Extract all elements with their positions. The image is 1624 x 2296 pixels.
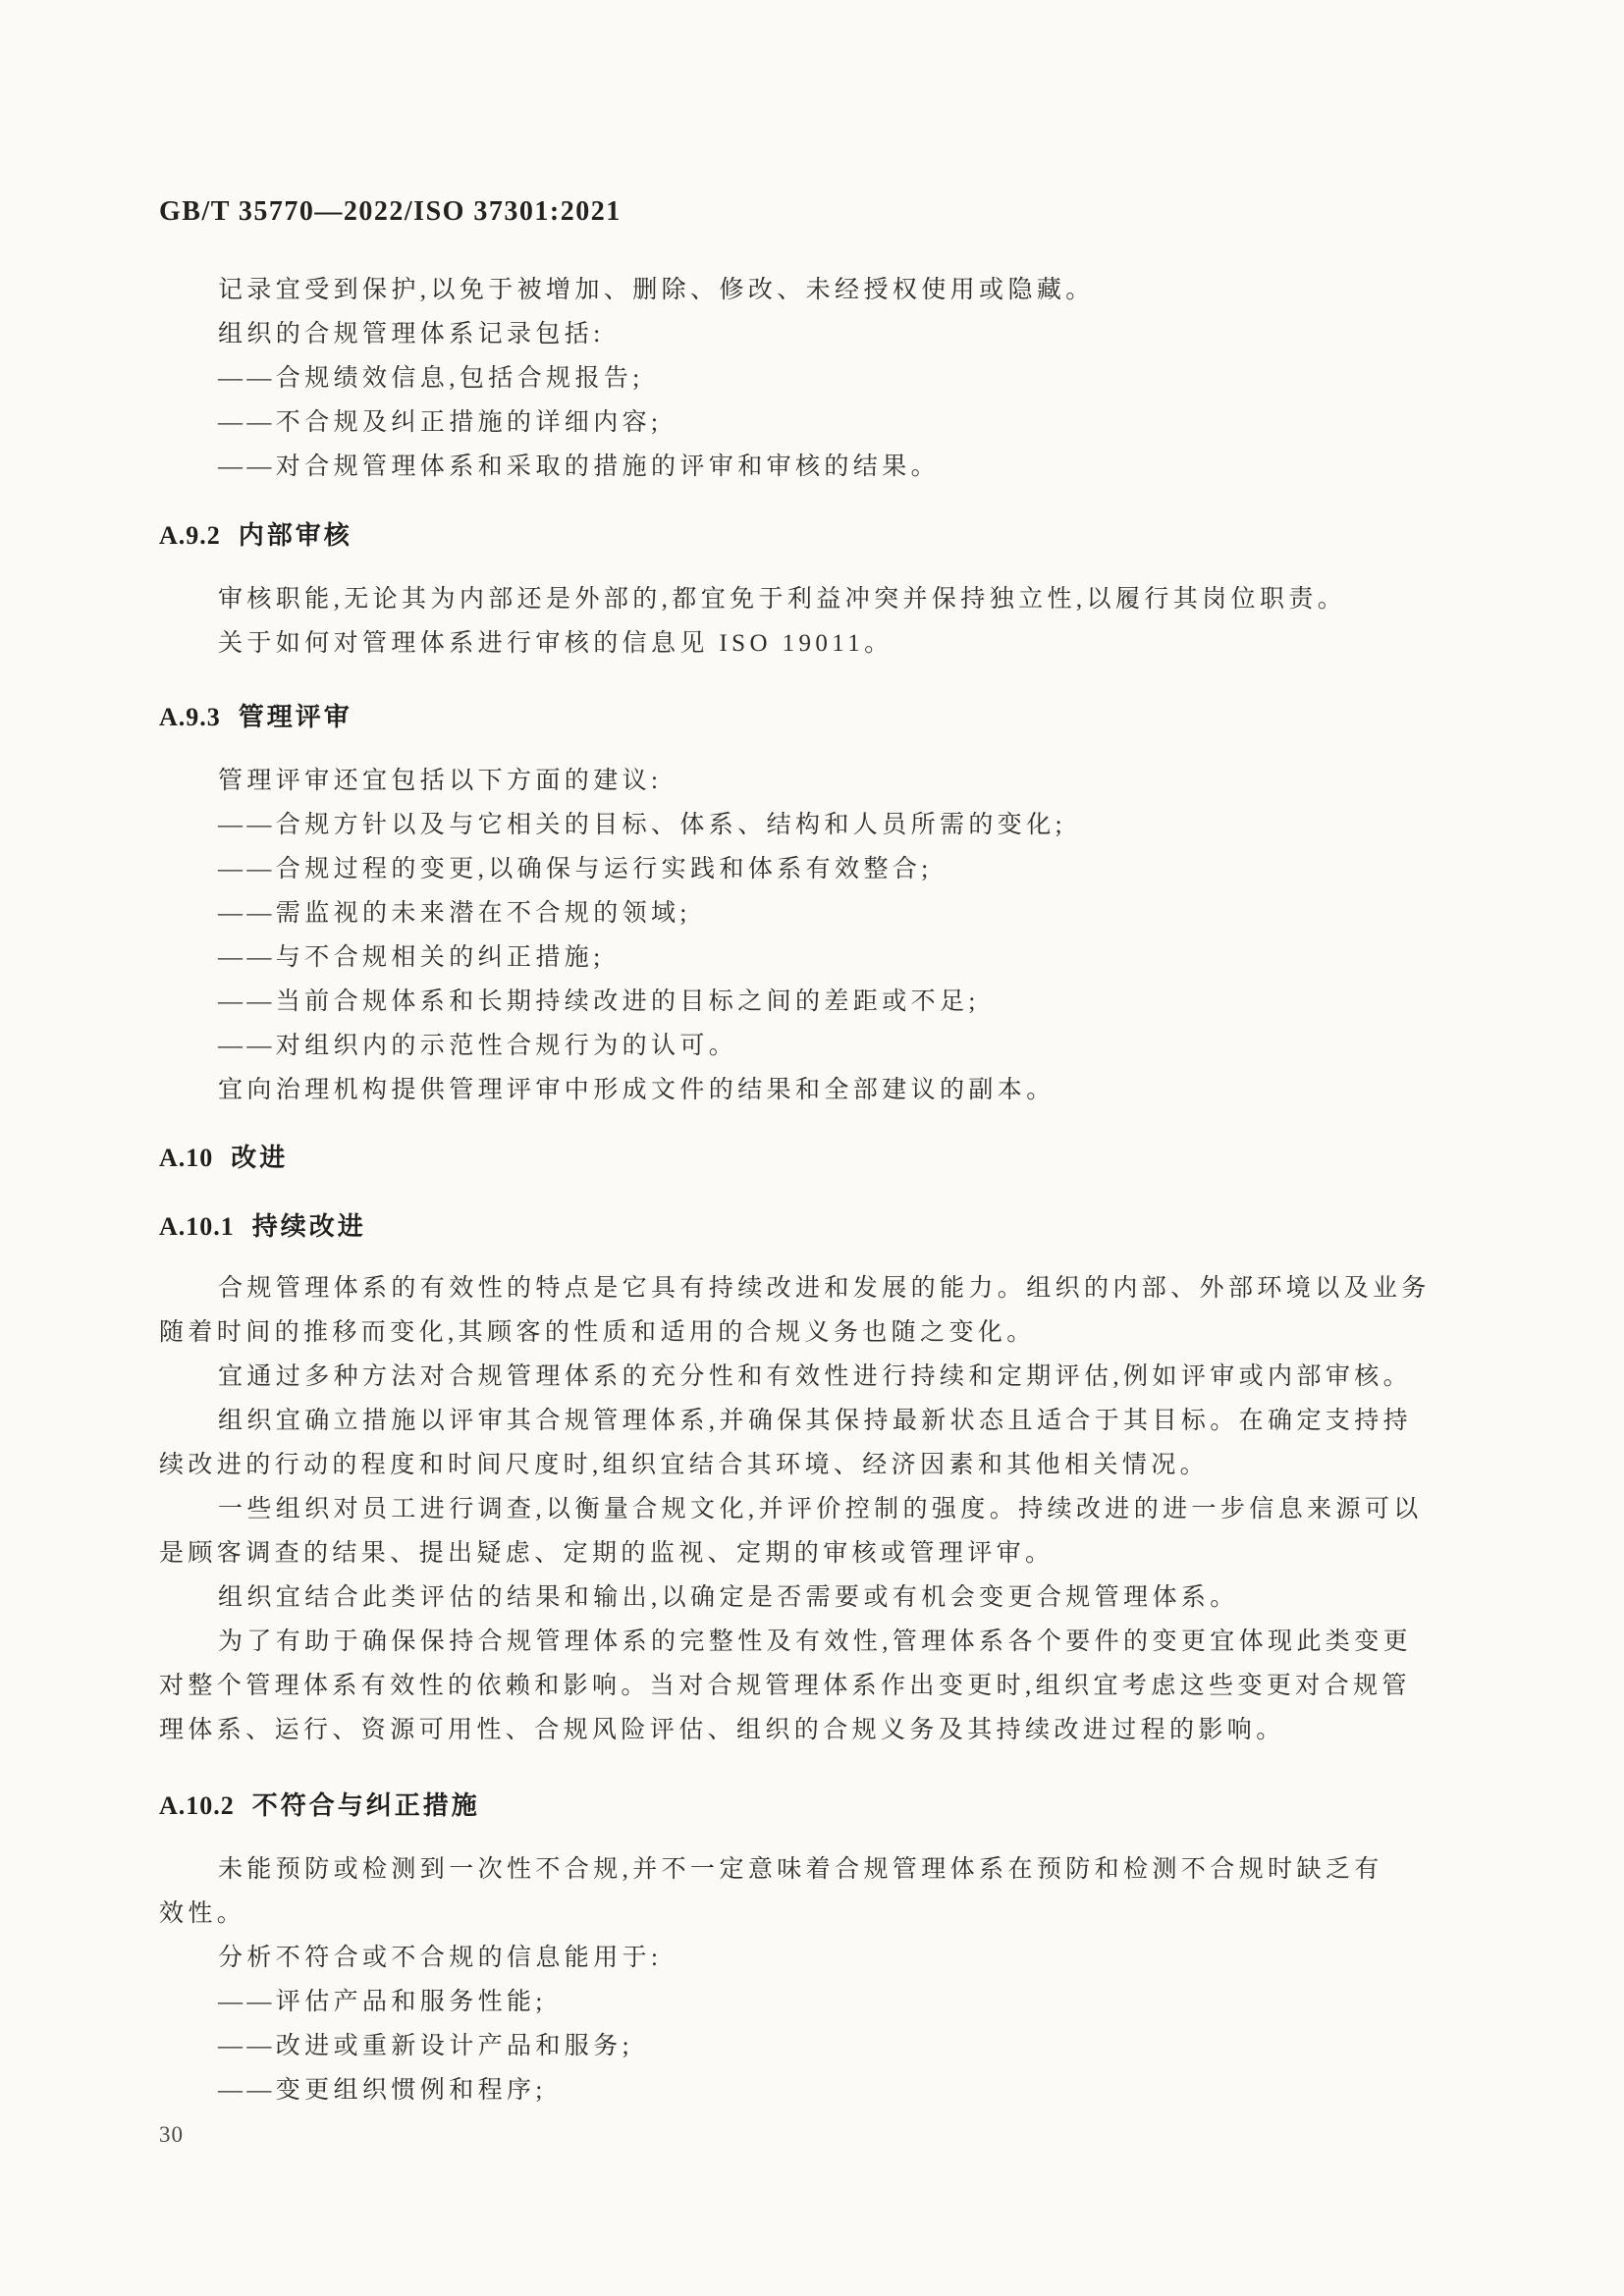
clause-title: 内部审核 <box>238 520 352 550</box>
clause-number: A.10.2 <box>159 1791 235 1820</box>
dash-list-item: ——合规过程的变更,以确保与运行实践和体系有效整合; <box>218 856 933 882</box>
dash-list-item: ——对组织内的示范性合规行为的认可。 <box>218 1033 738 1059</box>
clause-heading-a10 <box>159 1136 1465 1180</box>
paragraph-line: 一些组织对员工进行调查,以衡量合规文化,并评价控制的强度。持续改进的进一步信息来源可以 <box>218 1496 1423 1522</box>
paragraph-line: 管理评审还宜包括以下方面的建议: <box>218 768 663 794</box>
clause-number: A.9.3 <box>159 703 221 731</box>
paragraph-line: 续改进的行动的程度和时间尺度时,组织宜结合其环境、经济因素和其他相关情况。 <box>159 1452 1210 1478</box>
clause-heading-a101 <box>159 1204 1465 1249</box>
page-content <box>159 189 1465 2157</box>
paragraph-line: 分析不符合或不合规的信息能用于: <box>218 1945 663 1971</box>
dash-list-item: ——变更组织惯例和程序; <box>218 2077 547 2104</box>
paragraph-line: 组织宜确立措施以评审其合规管理体系,并确保其保持最新状态且适合于其目标。在确定支持持 <box>218 1408 1413 1434</box>
dash-list-item: ——评估产品和服务性能; <box>218 1989 547 2015</box>
dash-list-item: ——对合规管理体系和采取的措施的评审和审核的结果。 <box>218 454 941 480</box>
clause-heading-a93 <box>159 695 1465 739</box>
paragraph-line: 理体系、运行、资源可用性、合规风险评估、组织的合规义务及其持续改进过程的影响。 <box>159 1717 1285 1743</box>
paragraph-line: 审核职能,无论其为内部还是外部的,都宜免于利益冲突并保持独立性,以履行其岗位职责。 <box>218 586 1347 613</box>
paragraph-line: 宜向治理机构提供管理评审中形成文件的结果和全部建议的副本。 <box>218 1077 1056 1103</box>
clause-title: 管理评审 <box>238 702 352 731</box>
paragraph-line: 随着时间的推移而变化,其顾客的性质和适用的合规义务也随之变化。 <box>159 1319 1036 1346</box>
clause-heading-a102 <box>159 1784 1465 1828</box>
paragraph-line: 对整个管理体系有效性的依赖和影响。当对合规管理体系作出变更时,组织宜考虑这些变更对合规管 <box>159 1673 1411 1699</box>
paragraph-line: 是顾客调查的结果、提出疑虑、定期的监视、定期的审核或管理评审。 <box>159 1540 1055 1567</box>
clause-title: 不符合与纠正措施 <box>251 1790 480 1820</box>
dash-list-item: ——不合规及纠正措施的详细内容; <box>218 409 663 436</box>
dash-list-item: ——合规方针以及与它相关的目标、体系、结构和人员所需的变化; <box>218 812 1066 838</box>
dash-list-item: ——合规绩效信息,包括合规报告; <box>218 365 644 392</box>
dash-list-item: ——需监视的未来潜在不合规的领域; <box>218 900 691 927</box>
paragraph-line: 宜通过多种方法对合规管理体系的充分性和有效性进行持续和定期评估,例如评审或内部审核。 <box>218 1363 1413 1390</box>
paragraph-line: 组织宜结合此类评估的结果和输出,以确定是否需要或有机会变更合规管理体系。 <box>218 1584 1239 1611</box>
dash-list-item: ——当前合规体系和长期持续改进的目标之间的差距或不足; <box>218 988 980 1015</box>
clause-number: A.10 <box>159 1144 214 1172</box>
paragraph-line: 记录宜受到保护,以免于被增加、删除、修改、未经授权使用或隐藏。 <box>218 277 1095 303</box>
paragraph-line: 组织的合规管理体系记录包括: <box>218 321 605 347</box>
paragraph-line: 效性。 <box>159 1900 246 1927</box>
clause-number: A.10.1 <box>159 1212 235 1241</box>
clause-heading-a92 <box>159 513 1465 558</box>
dash-list-item: ——与不合规相关的纠正措施; <box>218 944 605 971</box>
clause-number: A.9.2 <box>159 521 221 550</box>
paragraph-line: 合规管理体系的有效性的特点是它具有持续改进和发展的能力。组织的内部、外部环境以及业务 <box>218 1275 1431 1302</box>
clause-title: 改进 <box>231 1143 289 1172</box>
standard-number-header: GB/T 35770—2022/ISO 37301:2021 <box>159 196 622 227</box>
paragraph-line: 未能预防或检测到一次性不合规,并不一定意味着合规管理体系在预防和检测不合规时缺乏有 <box>218 1856 1383 1883</box>
dash-list-item: ——改进或重新设计产品和服务; <box>218 2033 633 2059</box>
page-number: 30 <box>159 2122 184 2147</box>
paragraph-line: 关于如何对管理体系进行审核的信息见 ISO 19011。 <box>218 630 893 657</box>
paragraph-line: 为了有助于确保保持合规管理体系的完整性及有效性,管理体系各个要件的变更宜体现此类变更 <box>218 1629 1413 1655</box>
clause-title: 持续改进 <box>251 1211 366 1241</box>
